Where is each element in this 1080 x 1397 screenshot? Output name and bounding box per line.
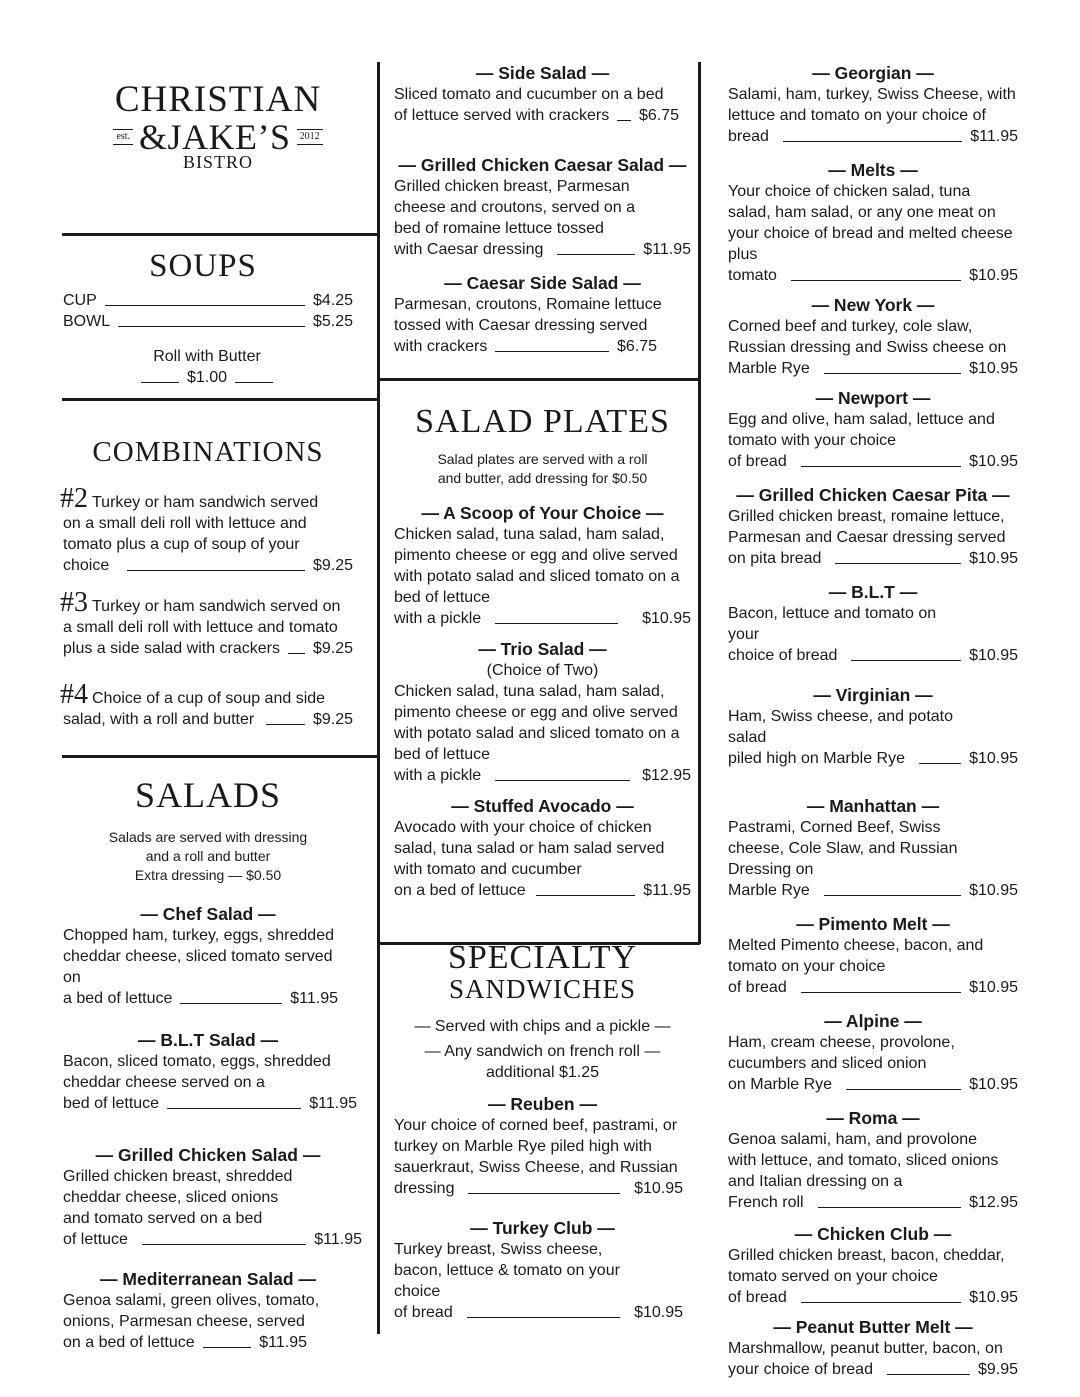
soups-title: SOUPS [149,248,257,284]
roll-price-row [61,367,353,388]
sandwich-chicken-club-desc: Grilled chicken breast, bacon, cheddar, tomato served on your choice [728,1247,1005,1285]
salad-caesar-side [394,272,691,357]
plate-trio-price: $12.95 [642,767,691,785]
sandwich-pimento-melt-last: of bread [728,979,787,996]
sandwich-turkey-club-last: of bread [394,1304,453,1322]
salad-caesar-side-price: $6.75 [616,338,657,355]
salad-blt-desc: Bacon, sliced tomato, eggs, shredded cheddar cheese served on a [63,1052,331,1091]
sandwich-manhattan-desc: Pastrami, Corned Beef, Swiss cheese, Cole Slaw, and Russian Dressing on [728,819,958,878]
sandwich-pimento-melt [728,913,1018,998]
salad-blt-last: bed of lettuce [63,1094,160,1112]
plate-trio-sub: (Choice of Two) [486,662,599,680]
salad-chef-last: a bed of lettuce [63,989,173,1007]
sandwich-reuben [394,1093,691,1199]
column-right [728,62,1018,1380]
sandwich-new-york-price: $10.95 [969,360,1018,377]
combo-4-price: $9.25 [312,711,353,729]
sandwich-peanut-butter-melt [728,1316,1018,1380]
salad-side-last: of lettuce served with crackers [394,107,610,124]
sandwich-new-york-name: — New York — [811,295,935,315]
plate-scoop-desc: Chicken salad, tuna salad, ham salad, pimento cheese or egg and olive served with potato salad and sliced tomato on a bed of lettuce [394,526,680,607]
plate-scoop-last: with a pickle [394,610,482,628]
salad-side-price: $6.75 [638,107,679,124]
sandwich-melts-last: tomato [728,267,777,284]
soup-cup-row [63,290,353,311]
plate-stuffed-avocado-desc: Avocado with your choice of chicken salad, tuna salad or ham salad served with tomato and cucumber [394,819,665,879]
salads-note [63,828,353,885]
sandwich-grilled-chicken-caesar-pita-name: — Grilled Chicken Caesar Pita — [736,485,1010,505]
sandwich-new-york-last: Marble Rye [728,360,810,377]
sandwich-newport-desc: Egg and olive, ham salad, lettuce and tomato with your choice [728,411,995,449]
salad-mediterranean-name: — Mediterranean Salad — [100,1268,316,1289]
sandwich-reuben-last: dressing [394,1180,455,1198]
sandwich-manhattan-name: — Manhattan — [806,796,940,816]
salads-note-line3: Extra dressing — $0.50 [134,866,282,883]
sandwich-reuben-name: — Reuben — [488,1094,597,1115]
combo-4 [60,679,353,730]
salad-side-name: — Side Salad — [475,63,610,83]
salad-side [394,62,691,126]
sandwich-alpine-price: $10.95 [969,1076,1018,1093]
salad-grilled-chicken-desc: Grilled chicken breast, shredded cheddar cheese, sliced onions and tomato served on a bed [63,1167,293,1227]
plate-trio-desc: Chicken salad, tuna salad, ham salad, pimento cheese or egg and olive served with potato salad and sliced tomato on a bed of lettuce [394,683,680,764]
specialty-title-line1: SPECIALTY [447,939,638,977]
sandwich-manhattan [728,795,1018,901]
logo [84,80,352,184]
combo-3-desc-first: Turkey or ham sandwich served on [92,598,341,616]
combo-2-desc-first: Turkey or ham sandwich served [92,494,319,512]
sandwich-new-york [728,294,1018,379]
sandwich-b-l-t-price: $10.95 [969,647,1018,664]
sandwich-turkey-club-name: — Turkey Club — [470,1218,615,1239]
sandwich-turkey-club-price: $10.95 [634,1304,683,1322]
sandwich-roma-price: $12.95 [969,1194,1018,1211]
sandwich-grilled-chicken-caesar-pita-desc: Grilled chicken breast, romaine lettuce, Parmesan and Caesar dressing served [728,508,1006,546]
plate-scoop-price: $10.95 [642,610,691,628]
sandwich-virginian-name: — Virginian — [813,685,933,705]
salad-grilled-chicken-caesar [394,154,691,260]
sandwich-georgian [728,62,1018,147]
salads-title: SALADS [134,775,282,816]
salad-grilled-chicken-price: $11.95 [314,1230,362,1248]
sandwich-turkey-club [394,1217,691,1323]
sandwich-georgian-last: bread [728,128,769,145]
sandwich-georgian-desc: Salami, ham, turkey, Swiss Cheese, with lettuce and tomato on your choice of [728,86,1016,124]
sandwich-reuben-price: $10.95 [634,1180,683,1198]
sandwich-pimento-melt-price: $10.95 [969,979,1018,996]
sandwich-chicken-club-price: $10.95 [969,1289,1018,1306]
sandwich-b-l-t [728,581,1018,666]
sandwich-virginian-desc: Ham, Swiss cheese, and potato salad [728,708,954,746]
salad-grilled-chicken-caesar-price: $11.95 [643,241,691,258]
sandwich-grilled-chicken-caesar-pita-price: $10.95 [969,550,1018,567]
sandwich-chicken-club-name: — Chicken Club — [794,1224,952,1244]
sandwich-roma-name: — Roma — [826,1108,920,1128]
combinations-title: COMBINATIONS [92,436,324,469]
salad-chef [63,903,353,1009]
sandwich-grilled-chicken-caesar-pita-last: on pita bread [728,550,822,567]
plate-scoop [394,502,691,629]
soup-bowl-label: BOWL [63,313,111,331]
combo-2-number: #2 [60,483,88,515]
plate-trio-name: — Trio Salad — [478,639,607,660]
soup-cup-label: CUP [63,292,97,310]
specialty-note3: additional $1.25 [486,1064,599,1082]
sandwich-newport-name: — Newport — [815,388,931,408]
combo-2-last: choice [63,557,110,575]
sandwich-chicken-club [728,1223,1018,1308]
combo-2-price: $9.25 [312,557,353,575]
sandwich-melts [728,159,1018,286]
sandwich-manhattan-last: Marble Rye [728,882,810,899]
combo-3-desc: a small deli roll with lettuce and tomato [63,619,338,637]
sandwich-newport-last: of bread [728,453,787,470]
sandwich-peanut-butter-melt-name: — Peanut Butter Melt — [773,1317,973,1337]
sandwich-newport-price: $10.95 [969,453,1018,470]
sandwich-roma-last: French roll [728,1194,804,1211]
sandwich-virginian-price: $10.95 [969,750,1018,767]
sandwich-manhattan-price: $10.95 [969,882,1018,899]
sandwich-virginian [728,684,1018,769]
sandwich-b-l-t-desc: Bacon, lettuce and tomato on your [728,605,937,643]
salad-mediterranean-desc: Genoa salami, green olives, tomato, onions, Parmesan cheese, served [63,1291,320,1330]
sandwich-pimento-melt-name: — Pimento Melt — [796,914,950,934]
salad-caesar-side-desc: Parmesan, croutons, Romaine lettuce tossed with Caesar dressing served [394,296,662,334]
salad-plates-note-line2: and butter, add dressing for $0.50 [437,470,648,487]
specialty-note1: — Served with chips and a pickle — [414,1018,671,1036]
plate-stuffed-avocado-name: — Stuffed Avocado — [451,796,634,817]
column-divider-right [698,62,701,944]
salad-chef-desc: Chopped ham, turkey, eggs, shredded cheddar cheese, sliced tomato served on [63,926,334,986]
sandwich-peanut-butter-melt-desc: Marshmallow, peanut butter, bacon, on [728,1340,1003,1357]
salad-grilled-chicken [63,1144,362,1250]
combo-4-desc-first: Choice of a cup of soup and side [92,690,326,708]
salad-plates-note-line1: Salad plates are served with a roll [437,451,648,468]
sandwich-new-york-desc: Corned beef and turkey, cole slaw, Russian dressing and Swiss cheese on [728,318,1007,356]
combo-4-number: #4 [60,679,88,711]
combo-4-last: salad, with a roll and butter [63,711,255,729]
sandwich-pimento-melt-desc: Melted Pimento cheese, bacon, and tomato on your choice [728,937,984,975]
column-middle [394,62,691,1323]
logo-year: 2012 [297,129,323,145]
salad-blt-price: $11.95 [309,1094,357,1112]
sandwich-alpine [728,1010,1018,1095]
combo-3 [60,587,353,659]
salad-blt-name: — B.L.T Salad — [137,1029,279,1050]
sandwich-b-l-t-last: choice of bread [728,647,838,664]
salad-plates-note [394,450,691,488]
soup-bowl-row [63,311,353,332]
logo-line2: &JAKE’S [139,117,291,157]
sandwich-melts-price: $10.95 [969,267,1018,284]
roll-label: Roll with Butter [153,348,261,366]
sandwich-georgian-name: — Georgian — [812,63,934,83]
soup-cup-price: $4.25 [312,292,353,310]
salad-grilled-chicken-caesar-name: — Grilled Chicken Caesar Salad — [398,155,687,175]
sandwich-georgian-price: $11.95 [970,128,1018,145]
sandwich-b-l-t-name: — B.L.T — [828,582,918,602]
plate-trio-last: with a pickle [394,767,482,785]
salad-chef-name: — Chef Salad — [140,903,276,924]
column-divider-left [377,62,380,1334]
logo-line1: CHRISTIAN [114,79,322,120]
sandwich-melts-name: — Melts — [828,160,918,180]
sandwich-reuben-desc: Your choice of corned beef, pastrami, or turkey on Marble Rye piled high with sauerkraut, Swiss Cheese, and Russian [394,1117,678,1177]
salad-grilled-chicken-name: — Grilled Chicken Salad — [95,1144,321,1165]
salad-side-desc: Sliced tomato and cucumber on a bed [394,86,664,103]
sandwich-virginian-last: piled high on Marble Rye [728,750,905,767]
column-left [60,248,362,1353]
salad-chef-price: $11.95 [290,989,338,1007]
salads-note-line1: Salads are served with dressing [108,828,308,845]
salad-grilled-chicken-caesar-desc: Grilled chicken breast, Parmesan cheese and croutons, served on a bed of romaine lettuce tossed [394,178,636,237]
sandwich-newport [728,387,1018,472]
plate-stuffed-avocado [394,795,691,901]
combo-2-desc: on a small deli roll with lettuce and tomato plus a cup of soup of your [63,515,307,554]
sandwich-alpine-name: — Alpine — [824,1011,922,1031]
salad-mediterranean-price: $11.95 [259,1333,307,1351]
sandwich-roma [728,1107,1018,1213]
salad-grilled-chicken-caesar-last: with Caesar dressing [394,241,544,258]
combo-2 [60,483,353,576]
salad-grilled-chicken-last: of lettuce [63,1230,128,1248]
salads-note-line2: and a roll and butter [145,847,271,864]
sandwich-grilled-chicken-caesar-pita [728,484,1018,569]
combo-3-number: #3 [60,587,88,619]
sandwich-peanut-butter-melt-last: your choice of bread [728,1361,873,1378]
salad-plates-title: SALAD PLATES [415,403,670,440]
sandwich-alpine-desc: Ham, cream cheese, provolone, cucumbers and sliced onion [728,1034,955,1072]
plate-stuffed-avocado-price: $11.95 [643,882,691,900]
salad-caesar-side-last: with crackers [394,338,488,355]
plate-scoop-name: — A Scoop of Your Choice — [421,503,664,524]
salad-mediterranean-last: on a bed of lettuce [63,1333,195,1351]
combo-3-price: $9.25 [312,640,353,658]
sandwich-alpine-last: on Marble Rye [728,1076,833,1093]
logo-line3: BISTRO [182,152,253,172]
specialty-title-line2: SANDWICHES [448,973,636,1004]
salad-mediterranean [63,1268,353,1353]
logo-est: est. [113,129,133,145]
plate-trio [394,638,691,786]
soup-bowl-price: $5.25 [312,313,353,331]
salad-caesar-side-name: — Caesar Side Salad — [444,273,641,293]
plate-stuffed-avocado-last: on a bed of lettuce [394,882,526,900]
salad-blt [63,1029,357,1114]
divider-soups [62,233,378,236]
sandwich-peanut-butter-melt-price: $9.95 [977,1361,1018,1378]
sandwich-chicken-club-last: of bread [728,1289,787,1306]
specialty-note2: — Any sandwich on french roll — [424,1043,661,1061]
roll-price: $1.00 [186,369,228,387]
combo-3-last: plus a side salad with crackers [63,640,280,658]
sandwich-melts-desc: Your choice of chicken salad, tuna salad, ham salad, or any one meat on your choice of bread and melted cheese plus [728,183,1013,263]
sandwich-turkey-club-desc: Turkey breast, Swiss cheese, bacon, lettuce & tomato on your choice [394,1241,620,1301]
sandwich-roma-desc: Genoa salami, ham, and provolone with lettuce, and tomato, sliced onions and Italian dressing on a [728,1131,999,1190]
